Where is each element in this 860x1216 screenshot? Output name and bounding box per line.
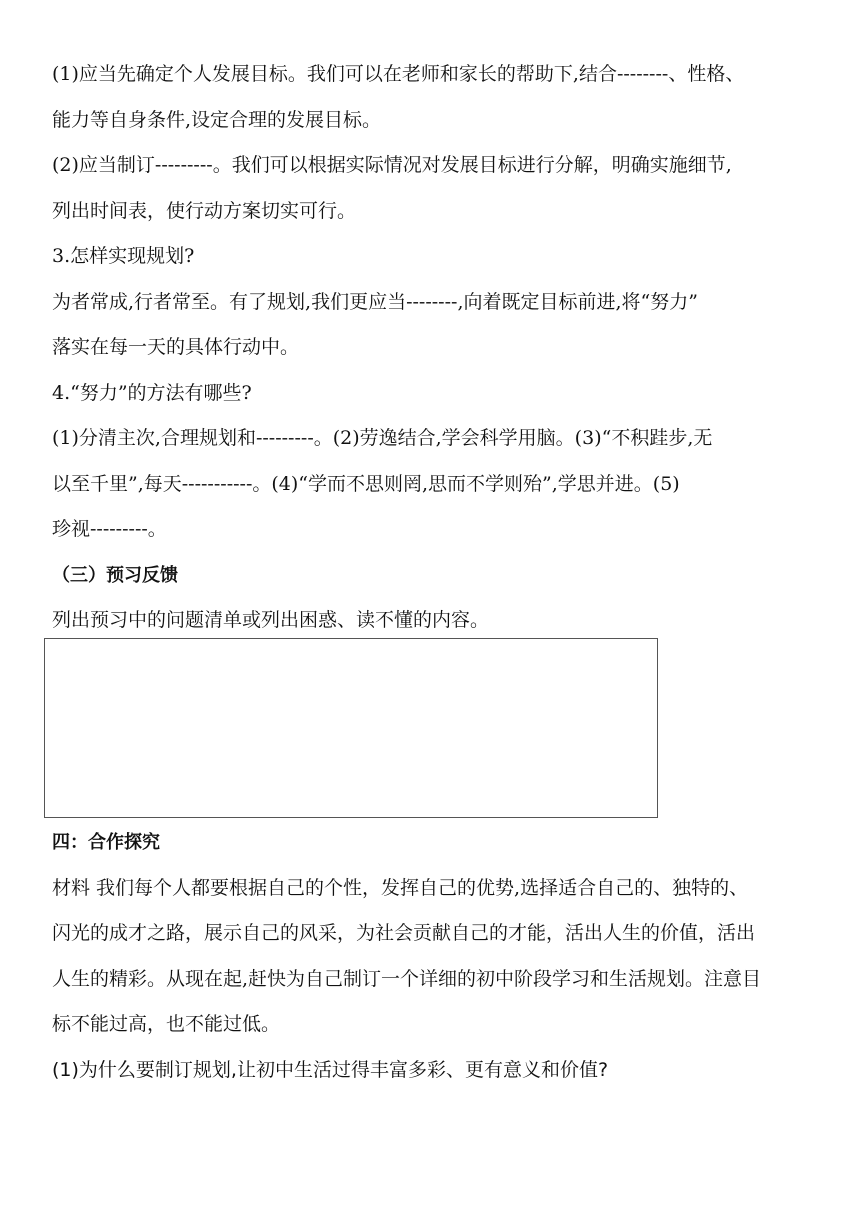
material-line: 闪光的成才之路，展示自己的风采，为社会贡献自己的才能，活出人生的价值，活出	[52, 922, 756, 944]
text-line: 以至千里”,每天-----------。(4)“学而不思则罔,思而不学则殆”,学思并进。(5)	[52, 472, 680, 495]
material-line: 标不能过高，也不能过低。	[52, 1013, 281, 1035]
document-body	[52, 52, 812, 644]
question-heading: 3.怎样实现规划?	[52, 245, 195, 267]
material-line: 人生的精彩。从现在起,赶快为自己制订一个详细的初中阶段学习和生活规划。注意目	[52, 967, 762, 990]
preview-instruction: 列出预习中的问题清单或列出困惑、读不懂的内容。	[52, 609, 490, 631]
question-1: (1)为什么要制订规划,让初中生活过得丰富多彩、更有意义和价值?	[52, 1058, 609, 1081]
text-line: (1)应当先确定个人发展目标。我们可以在老师和家长的帮助下,结合--------、性格、	[52, 63, 745, 85]
preview-heading: （三）预习反馈	[52, 564, 178, 586]
material-line: 材料 我们每个人都要根据自己的个性，发挥自己的优势,选择适合自己的、独特的、	[52, 876, 749, 899]
answer-box[interactable]	[44, 638, 658, 818]
text-line: 列出时间表，使行动方案切实可行。	[52, 199, 357, 222]
text-line: (2)应当制订---------。我们可以根据实际情况对发展目标进行分解，明确实施细节,	[52, 154, 732, 176]
section-cooperation	[52, 820, 812, 1093]
text-line: 能力等自身条件,设定合理的发展目标。	[52, 108, 382, 131]
text-line: 为者常成,行者常至。有了规划,我们更应当--------,向着既定目标前进,将“努力”	[52, 290, 698, 313]
text-line: 珍视---------。	[52, 518, 167, 540]
section-heading: 四：合作探究	[52, 832, 160, 853]
text-line: (1)分清主次,合理规划和---------。(2)劳逸结合,学会科学用脑。(3)“不积跬步,无	[52, 427, 713, 449]
text-line: 落实在每一天的具体行动中。	[52, 336, 300, 358]
question-heading: 4.“努力”的方法有哪些?	[52, 381, 252, 404]
